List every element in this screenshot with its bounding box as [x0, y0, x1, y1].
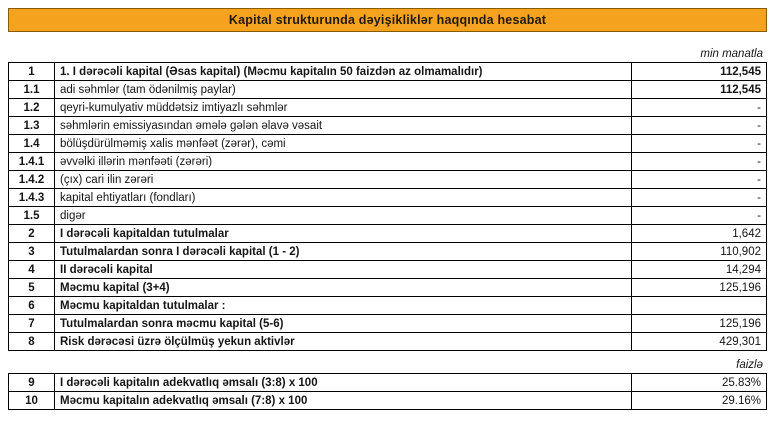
row-number-cell: 1.1 — [9, 81, 55, 99]
table-row — [9, 297, 767, 315]
table-row — [9, 189, 767, 207]
row-label-cell: I dərəcəli kapitaldan tutulmalar — [55, 225, 632, 243]
row-value-cell: 112,545 — [632, 81, 767, 99]
row-value-cell: - — [632, 171, 767, 189]
row-number-cell: 5 — [9, 279, 55, 297]
table-row — [9, 171, 767, 189]
row-label-cell: Tutulmalardan sonra məcmu kapital (5-6) — [55, 315, 632, 333]
table-row — [9, 333, 767, 351]
row-label-cell: bölüşdürülməmiş xalis mənfəət (zərər), cəmi — [55, 135, 632, 153]
capital-structure-table-body — [9, 63, 767, 351]
table-row — [9, 261, 767, 279]
table-row — [9, 392, 767, 410]
row-number-cell: 3 — [9, 243, 55, 261]
row-label-cell: qeyri-kumulyativ müddətsiz imtiyazlı səhmlər — [55, 99, 632, 117]
row-value-cell: - — [632, 153, 767, 171]
row-label-cell: Tutulmalardan sonra I dərəcəli kapital (1 - 2) — [55, 243, 632, 261]
row-label-cell: adi səhmlər (tam ödənilmiş paylar) — [55, 81, 632, 99]
table-row — [9, 63, 767, 81]
row-label-cell: səhmlərin emissiyasından əmələ gələn əlavə vəsait — [55, 117, 632, 135]
row-label-cell: II dərəcəli kapital — [55, 261, 632, 279]
row-number-cell: 1.4.2 — [9, 171, 55, 189]
adequacy-ratio-table — [8, 373, 767, 410]
row-number-cell: 8 — [9, 333, 55, 351]
row-label-cell: əvvəlki illərin mənfəəti (zərəri) — [55, 153, 632, 171]
unit-label-percent: faizlə — [736, 359, 763, 371]
row-number-cell: 1.2 — [9, 99, 55, 117]
table-row — [9, 81, 767, 99]
adequacy-ratio-table-body — [9, 374, 767, 410]
row-label-cell: 1. I dərəcəli kapital (Əsas kapital) (Məcmu kapitalın 50 faizdən az olmamalıdır) — [55, 63, 632, 81]
row-number-cell: 1.4.3 — [9, 189, 55, 207]
table-row — [9, 225, 767, 243]
row-label-cell: kapital ehtiyatları (fondları) — [55, 189, 632, 207]
row-label-cell: Məcmu kapital (3+4) — [55, 279, 632, 297]
row-value-cell: - — [632, 189, 767, 207]
row-value-cell: 1,642 — [632, 225, 767, 243]
table-row — [9, 99, 767, 117]
row-number-cell: 1.3 — [9, 117, 55, 135]
row-value-cell: 429,301 — [632, 333, 767, 351]
row-number-cell: 1.4.1 — [9, 153, 55, 171]
table-row — [9, 315, 767, 333]
row-number-cell: 10 — [9, 392, 55, 410]
row-number-cell: 1.4 — [9, 135, 55, 153]
row-value-cell: - — [632, 99, 767, 117]
row-label-cell: (çıx) cari ilin zərəri — [55, 171, 632, 189]
row-label-cell: I dərəcəli kapitalın adekvatlıq əmsalı (3:8) x 100 — [55, 374, 632, 392]
row-value-cell: - — [632, 207, 767, 225]
row-value-cell: 125,196 — [632, 279, 767, 297]
row-number-cell: 1 — [9, 63, 55, 81]
table-row — [9, 207, 767, 225]
row-value-cell: 25.83% — [632, 374, 767, 392]
report-title-bar: Kapital strukturunda dəyişikliklər haqqında hesabat — [8, 8, 767, 32]
row-number-cell: 2 — [9, 225, 55, 243]
capital-structure-table — [8, 62, 767, 351]
row-value-cell: 14,294 — [632, 261, 767, 279]
table-row — [9, 243, 767, 261]
table-row — [9, 117, 767, 135]
row-label-cell: Məcmu kapitaldan tutulmalar : — [55, 297, 632, 315]
row-label-cell: digər — [55, 207, 632, 225]
row-label-cell: Məcmu kapitalın adekvatlıq əmsalı (7:8) x 100 — [55, 392, 632, 410]
row-value-cell: 112,545 — [632, 63, 767, 81]
row-number-cell: 7 — [9, 315, 55, 333]
row-number-cell: 6 — [9, 297, 55, 315]
row-value-cell: 29.16% — [632, 392, 767, 410]
table-row — [9, 374, 767, 392]
unit-label-thousand-manat: min manatla — [700, 48, 763, 60]
row-value-cell: 125,196 — [632, 315, 767, 333]
row-value-cell — [632, 297, 767, 315]
row-value-cell: - — [632, 117, 767, 135]
row-label-cell: Risk dərəcəsi üzrə ölçülmüş yekun aktivlər — [55, 333, 632, 351]
table-row — [9, 135, 767, 153]
row-value-cell: 110,902 — [632, 243, 767, 261]
row-value-cell: - — [632, 135, 767, 153]
row-number-cell: 4 — [9, 261, 55, 279]
row-number-cell: 9 — [9, 374, 55, 392]
table-row — [9, 153, 767, 171]
row-number-cell: 1.5 — [9, 207, 55, 225]
table-row — [9, 279, 767, 297]
